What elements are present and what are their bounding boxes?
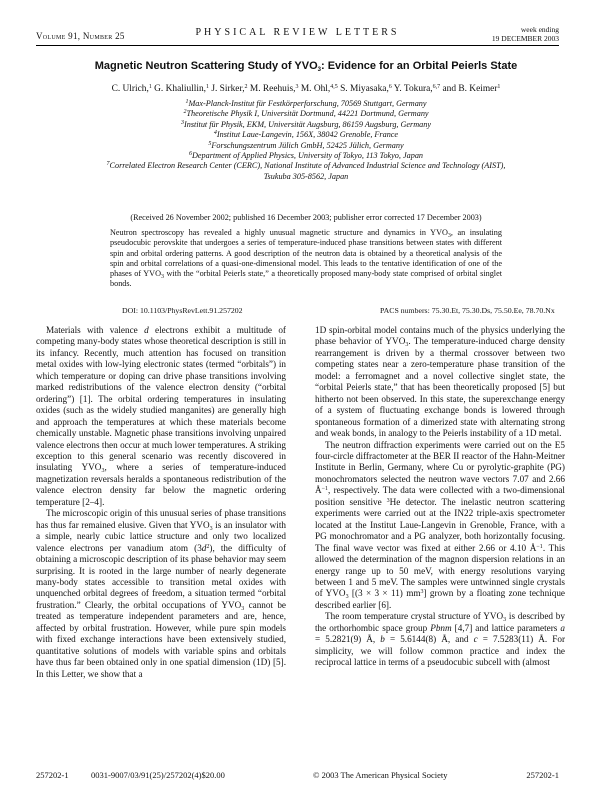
running-header [36, 25, 559, 49]
body-paragraph: The room temperature crystal structure of $YVO_3$ is described by the orthorhombic space group Pbnm [4,7] and lattice parameters a = 5.2821(9) Å, b = 5.6144(8) Å, and c = 7.5283(11) Å. For simplicity, we will follow common practice and index the reciprocal lattice in terms of a pseudocubic subcell with (almost [315, 611, 566, 668]
affiliation: $^6$Department of Applied Physics, University of Tokyo, 113 Tokyo, Japan [188, 151, 424, 161]
page-number-right: 257202-1 [526, 770, 559, 780]
author: S. Miyasaka,$^6$ [337, 84, 392, 94]
week-ending-label: week ending [520, 25, 559, 34]
article-title: Magnetic Neutron Scattering Study of $YVO_3$: Evidence for an Orbital Peierls State [94, 60, 518, 73]
article-code: 0031-9007/03/91(25)/257202(4)$20.00 [91, 770, 225, 780]
affiliation: $^2$Theoretische Physik I, Universität Dortmund, 44221 Dortmund, Germany [183, 109, 429, 119]
received-dates: (Received 26 November 2002; published 16 December 2003; publisher error corrected 17 December 2003) [130, 213, 482, 222]
body-column-right [315, 325, 565, 669]
body-paragraph: Materials with valence d electrons exhibit a multitude of competing many-body states whose theoretical description is still in its infancy. Recently, much attention has focused on transition metal oxides with low-lying electronic states (termed “orbitals”) in which temperature or doping can drive phase transitions involving marked redistributions of the valence electron density (“orbital ordering”) [1]. The orbital ordering temperatures in insulating oxides (such as the widely studied manganites) are generally high and approach the temperatures at which these materials become chemically unstable. Magnetic phase transitions involving unpaired valence electrons then occur at much lower temperatures. A striking exception to this general scenario was recently discovered in insulating $YVO_3$, where a series of temperature-induced magnetization reversals heralds a spontaneous redistribution of the valence electron density far below the magnetic ordering temperature [2–4]. [36, 325, 286, 507]
author: G. Khaliullin,$^1$ [151, 84, 209, 94]
body-column-left [36, 325, 286, 680]
pacs-numbers: PACS numbers: 75.30.Et, 75.30.Ds, 75.50.Ee, 78.70.Nx [380, 306, 555, 315]
author: Y. Tokura,$^{6,7}$ [391, 84, 441, 94]
affiliation: $^7$Correlated Electron Research Center (CERC), National Institute of Advanced Industrial Science and Technology (AIST), [106, 161, 506, 171]
issue-date-value: 19 DECEMBER 2003 [491, 33, 559, 43]
affiliation-list [30, 99, 582, 182]
author-list [36, 84, 576, 94]
affiliation: $^5$Forschungszentrum Jülich GmbH, 52425 Jülich, Germany [208, 140, 404, 150]
journal-name: PHYSICAL REVIEW LETTERS [195, 27, 400, 38]
affiliation: $^1$Max-Planck-Institut für Festkörperforschung, 70569 Stuttgart, Germany [185, 99, 427, 108]
affiliation: Tsukuba 305-8562, Japan [263, 171, 349, 181]
author: J. Sirker,$^2$ [208, 84, 248, 94]
author: C. Ulrich,$^1$ [111, 84, 152, 94]
copyright-notice: © 2003 The American Physical Society [313, 770, 448, 780]
volume-number: Volume 91, Number 25 [36, 31, 125, 41]
abstract: Neutron spectroscopy has revealed a highly unusual magnetic structure and dynamics in $YVO_3$, an insulating pseudocubic perovskite that undergoes a series of temperature-induced phase transitions between states with different spin and orbital ordering patterns. A good description of the neutron data is obtained by a theoretical analysis of the spin and orbital correlations of a quasi-one-dimensional model. This leads to the tentative identification of one of the phases of $YVO_3$ with the “orbital Peierls state,” a theoretically proposed many-body state comprised of orbital singlet bonds. [110, 228, 502, 289]
page-number-left: 257202-1 [36, 770, 69, 780]
body-paragraph: The microscopic origin of this unusual series of phase transitions has thus far remained elusive. Given that $YVO_3$ is an insulator with a simple, nearly cubic lattice structure and only two localized valence electrons per vanadium atom $(3d^2)$, the difficulty of obtaining a microscopic description of its phase behavior may seem surprising. It is rooted in the large number of nearly degenerate many-body states accessible to transition metal oxides with unquenched orbital degrees of freedom, a situation termed “orbital frustration.” Clearly, the orbital occupations of $YVO_3$ cannot be treated as temperature independent parameters and are, hence, affected by orbital frustration. However, while pure spin models with fixed exchange interactions have been extensively studied, quantitative solutions of models with variable spins and orbitals have thus far been obtained only in one spatial dimension (1D) [5]. In this Letter, we show that a [36, 508, 286, 679]
author: M. Reehuis,$^3$ [247, 84, 299, 94]
affiliation: $^4$Institut Laue-Langevin, 156X, 38042 Grenoble, France [213, 130, 399, 140]
author: M. Ohl,$^{4,5}$ [298, 84, 338, 94]
affiliation: $^3$Institut für Physik, EKM, Universität Augsburg, 86159 Augsburg, Germany [181, 119, 431, 129]
issue-date [492, 26, 559, 43]
author: and B. Keimer$^1$ [440, 84, 501, 94]
header-rule [36, 45, 559, 46]
body-paragraph: The neutron diffraction experiments were carried out on the E5 four-circle diffractometer at the BER II reactor of the Hahn-Meitner Institute in Berlin, Germany, where Cu or pyrolytic-graphite (PG) monochromators selected the neutron wave vectors 7.07 and 2.66 $Å^{-1}$, respectively. The data were collected with a two-dimensional position sensitive $^3$He detector. The inelastic neutron scattering experiments were carried out at the IN22 triple-axis spectrometer located at the Institut Laue-Langevin in Grenoble, France, with a PG monochromator and a PG analyzer, both horizontally focusing. The final wave vector was fixed at either 2.66 or 4.10 $Å^{-1}$. This allowed the determination of the magnon dispersion relations in an energy range up to 50 meV, with energy resolutions varying between 1 and 5 meV. The samples were untwinned single crystals of $YVO_3$ [(3 × 3 × 11) $mm^3$] grown by a floating zone technique described earlier [6]. [315, 439, 565, 610]
body-paragraph: 1D spin-orbital model contains much of the physics underlying the phase behavior of $YVO_3$. The temperature-induced charge density rearrangement is driven by a thermal crossover between two competing states near a zero-temperature phase transition of the model: a ferromagnet and a novel collective singlet state, the “orbital Peierls state,” that has been theoretically proposed [5] but hitherto not been observed. In this state, the superexchange energy of a system of fluctuating exchange bonds is lowered through spontaneous formation of a dimerized state with alternating strong and weak bonds, in analogy to the Peierls instability of a 1D metal. [315, 325, 566, 439]
doi-link[interactable]: DOI: 10.1103/PhysRevLett.91.257202 [122, 306, 243, 315]
